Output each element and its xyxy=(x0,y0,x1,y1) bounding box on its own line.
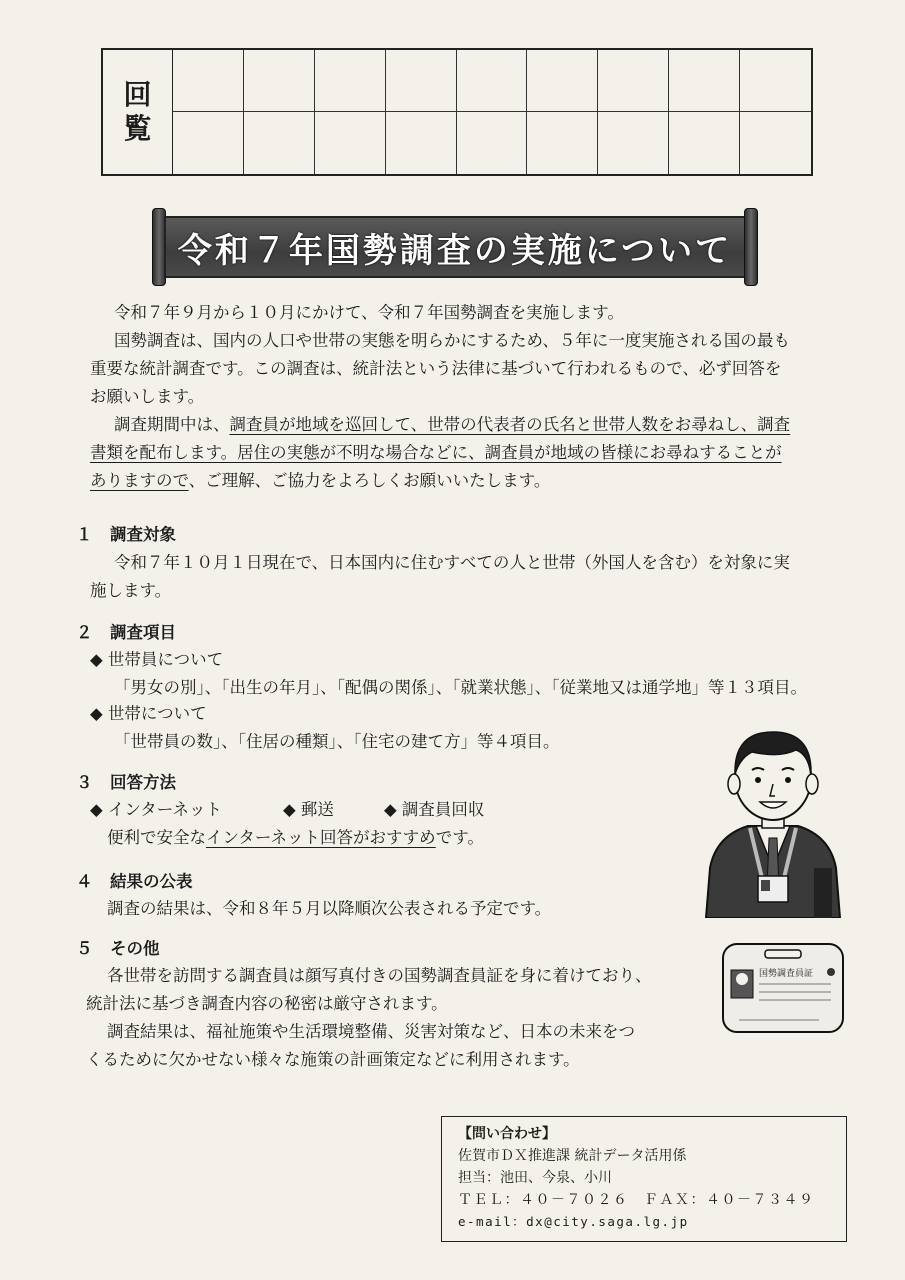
section-5-text-line-3: 調査結果は、福祉施策や生活環境整備、災害対策など、日本の未来をつ xyxy=(107,1022,635,1041)
section-5-text-line-4: くるために欠かせない様々な施策の計画策定などに利用されます。 xyxy=(86,1050,580,1069)
contact-department: 佐賀市ＤＸ推進課 統計データ活用係 xyxy=(458,1148,687,1164)
section-4-title: 結果の公表 xyxy=(110,872,193,891)
enumerator-illustration xyxy=(700,718,846,918)
section-2-heading xyxy=(76,619,176,643)
intro-p3-tail: 、ご理解、ご協力をよろしくお願いいたします。 xyxy=(188,471,551,490)
stamp-cell xyxy=(244,112,315,174)
page-title: 令和７年国勢調査の実施について xyxy=(177,230,733,271)
banner-scroll-right xyxy=(744,208,758,286)
stamp-cell xyxy=(173,50,244,112)
stamp-cells xyxy=(173,50,811,174)
title-banner xyxy=(148,206,762,286)
intro-p3-lead: 調査期間中は、 xyxy=(114,415,230,434)
intro-paragraph-3-line-2: 書類を配布します。居住の実態が不明な場合などに、調査員が地域の皆様にお尋ねすることが xyxy=(90,443,782,462)
contact-staff: 担当：池田、今泉、小川 xyxy=(458,1170,612,1186)
stamp-cell xyxy=(669,112,740,174)
intro-paragraph-3-line-3 xyxy=(90,467,550,495)
answer-method-enumerator: ◆ 調査員回収 xyxy=(384,800,485,819)
section-3-heading xyxy=(76,769,176,793)
contact-heading: 【問い合わせ】 xyxy=(458,1126,556,1142)
section-1-text-line-1: 令和７年１０月１日現在で、日本国内に住むすべての人と世帯（外国人を含む）を対象に実 xyxy=(114,553,790,572)
recommendation-tail: です。 xyxy=(435,828,484,847)
recommendation-lead: 便利で安全な xyxy=(107,828,206,847)
intro-paragraph-1: 令和７年９月から１０月にかけて、令和７年国勢調査を実施します。 xyxy=(114,303,624,322)
stamp-cell xyxy=(669,50,740,112)
stamp-cell xyxy=(386,50,457,112)
stamp-cell xyxy=(315,50,386,112)
section-1-title: 調査対象 xyxy=(110,525,176,544)
section-2-sub-1-text: 「男女の別」、「出生の年月」、「配偶の関係」、「就業状態」、「従業地又は通学地」等１３項目。 xyxy=(114,678,807,697)
stamp-cell xyxy=(740,50,811,112)
section-2-sub-2: ◆ 世帯について xyxy=(90,704,207,723)
contact-phone-fax: ＴＥＬ：４０－７０２６ ＦＡＸ：４０－７３４９ xyxy=(458,1192,815,1208)
enumerator-id-badge xyxy=(719,936,847,1036)
section-2-title: 調査項目 xyxy=(110,623,176,642)
section-1-heading xyxy=(76,521,176,545)
stamp-cell xyxy=(598,50,669,112)
intro-paragraph-2-line-3: お願いします。 xyxy=(90,387,205,406)
stamp-cell xyxy=(457,50,528,112)
section-4-text: 調査の結果は、令和８年５月以降順次公表される予定です。 xyxy=(107,899,552,918)
section-3-recommendation xyxy=(107,824,484,852)
id-badge-title: 国勢調査員証 xyxy=(759,969,814,979)
stamp-cell xyxy=(173,112,244,174)
intro-paragraph-2-line-1: 国勢調査は、国内の人口や世帯の実態を明らかにするため、５年に一度実施される国の最も xyxy=(114,331,790,350)
circulation-label xyxy=(103,50,173,174)
stamp-cell xyxy=(386,112,457,174)
section-5-title: その他 xyxy=(110,939,160,958)
section-2-sub-2-text: 「世帯員の数」、「住居の種類」、「住宅の建て方」等４項目。 xyxy=(114,732,560,751)
banner-body xyxy=(164,216,746,278)
section-4-number: ４ xyxy=(76,872,93,891)
answer-method-internet: ◆ インターネット xyxy=(90,800,222,819)
stamp-cell xyxy=(457,112,528,174)
intro-paragraph-3-line-1 xyxy=(114,411,790,439)
answer-method-mail: ◆ 郵送 xyxy=(283,800,334,819)
stamp-cell xyxy=(244,50,315,112)
intro-p3-underlined-1: 調査員が地域を巡回して、世帯の代表者の氏名と世帯人数をお尋ねし、調査 xyxy=(229,415,791,434)
section-3-title: 回答方法 xyxy=(110,773,176,792)
section-1-number: １ xyxy=(76,525,93,544)
section-2-number: ２ xyxy=(76,623,93,642)
section-5-number: ５ xyxy=(76,939,93,958)
intro-paragraph-2-line-2: 重要な統計調査です。この調査は、統計法という法律に基づいて行われるもので、必ず回答を xyxy=(90,359,782,378)
stamp-cell xyxy=(598,112,669,174)
section-3-number: ３ xyxy=(76,773,93,792)
contact-email: e-mail：dx@city.saga.lg.jp xyxy=(458,1214,689,1229)
intro-p3-underlined-3: ありますので xyxy=(90,471,189,490)
stamp-cell xyxy=(527,50,598,112)
stamp-cell xyxy=(527,112,598,174)
recommendation-underlined: インターネット回答がおすすめ xyxy=(206,828,436,847)
stamp-cell xyxy=(315,112,386,174)
circulation-label-char-2: 覧 xyxy=(123,112,152,145)
contact-box xyxy=(441,1116,847,1242)
section-5-heading xyxy=(76,935,160,959)
circulation-stamp-table xyxy=(101,48,813,176)
id-badge-graphic xyxy=(719,936,847,1036)
section-1-text-line-2: 施します。 xyxy=(90,581,172,600)
stamp-cell xyxy=(740,112,811,174)
section-5-text-line-1: 各世帯を訪問する調査員は顔写真付きの国勢調査員証を身に着けており、 xyxy=(107,966,652,985)
circulation-label-char-1: 回 xyxy=(123,78,152,111)
section-4-heading xyxy=(76,868,193,892)
section-5-text-line-2: 統計法に基づき調査内容の秘密は厳守されます。 xyxy=(86,994,448,1013)
section-2-sub-1: ◆ 世帯員について xyxy=(90,650,224,669)
